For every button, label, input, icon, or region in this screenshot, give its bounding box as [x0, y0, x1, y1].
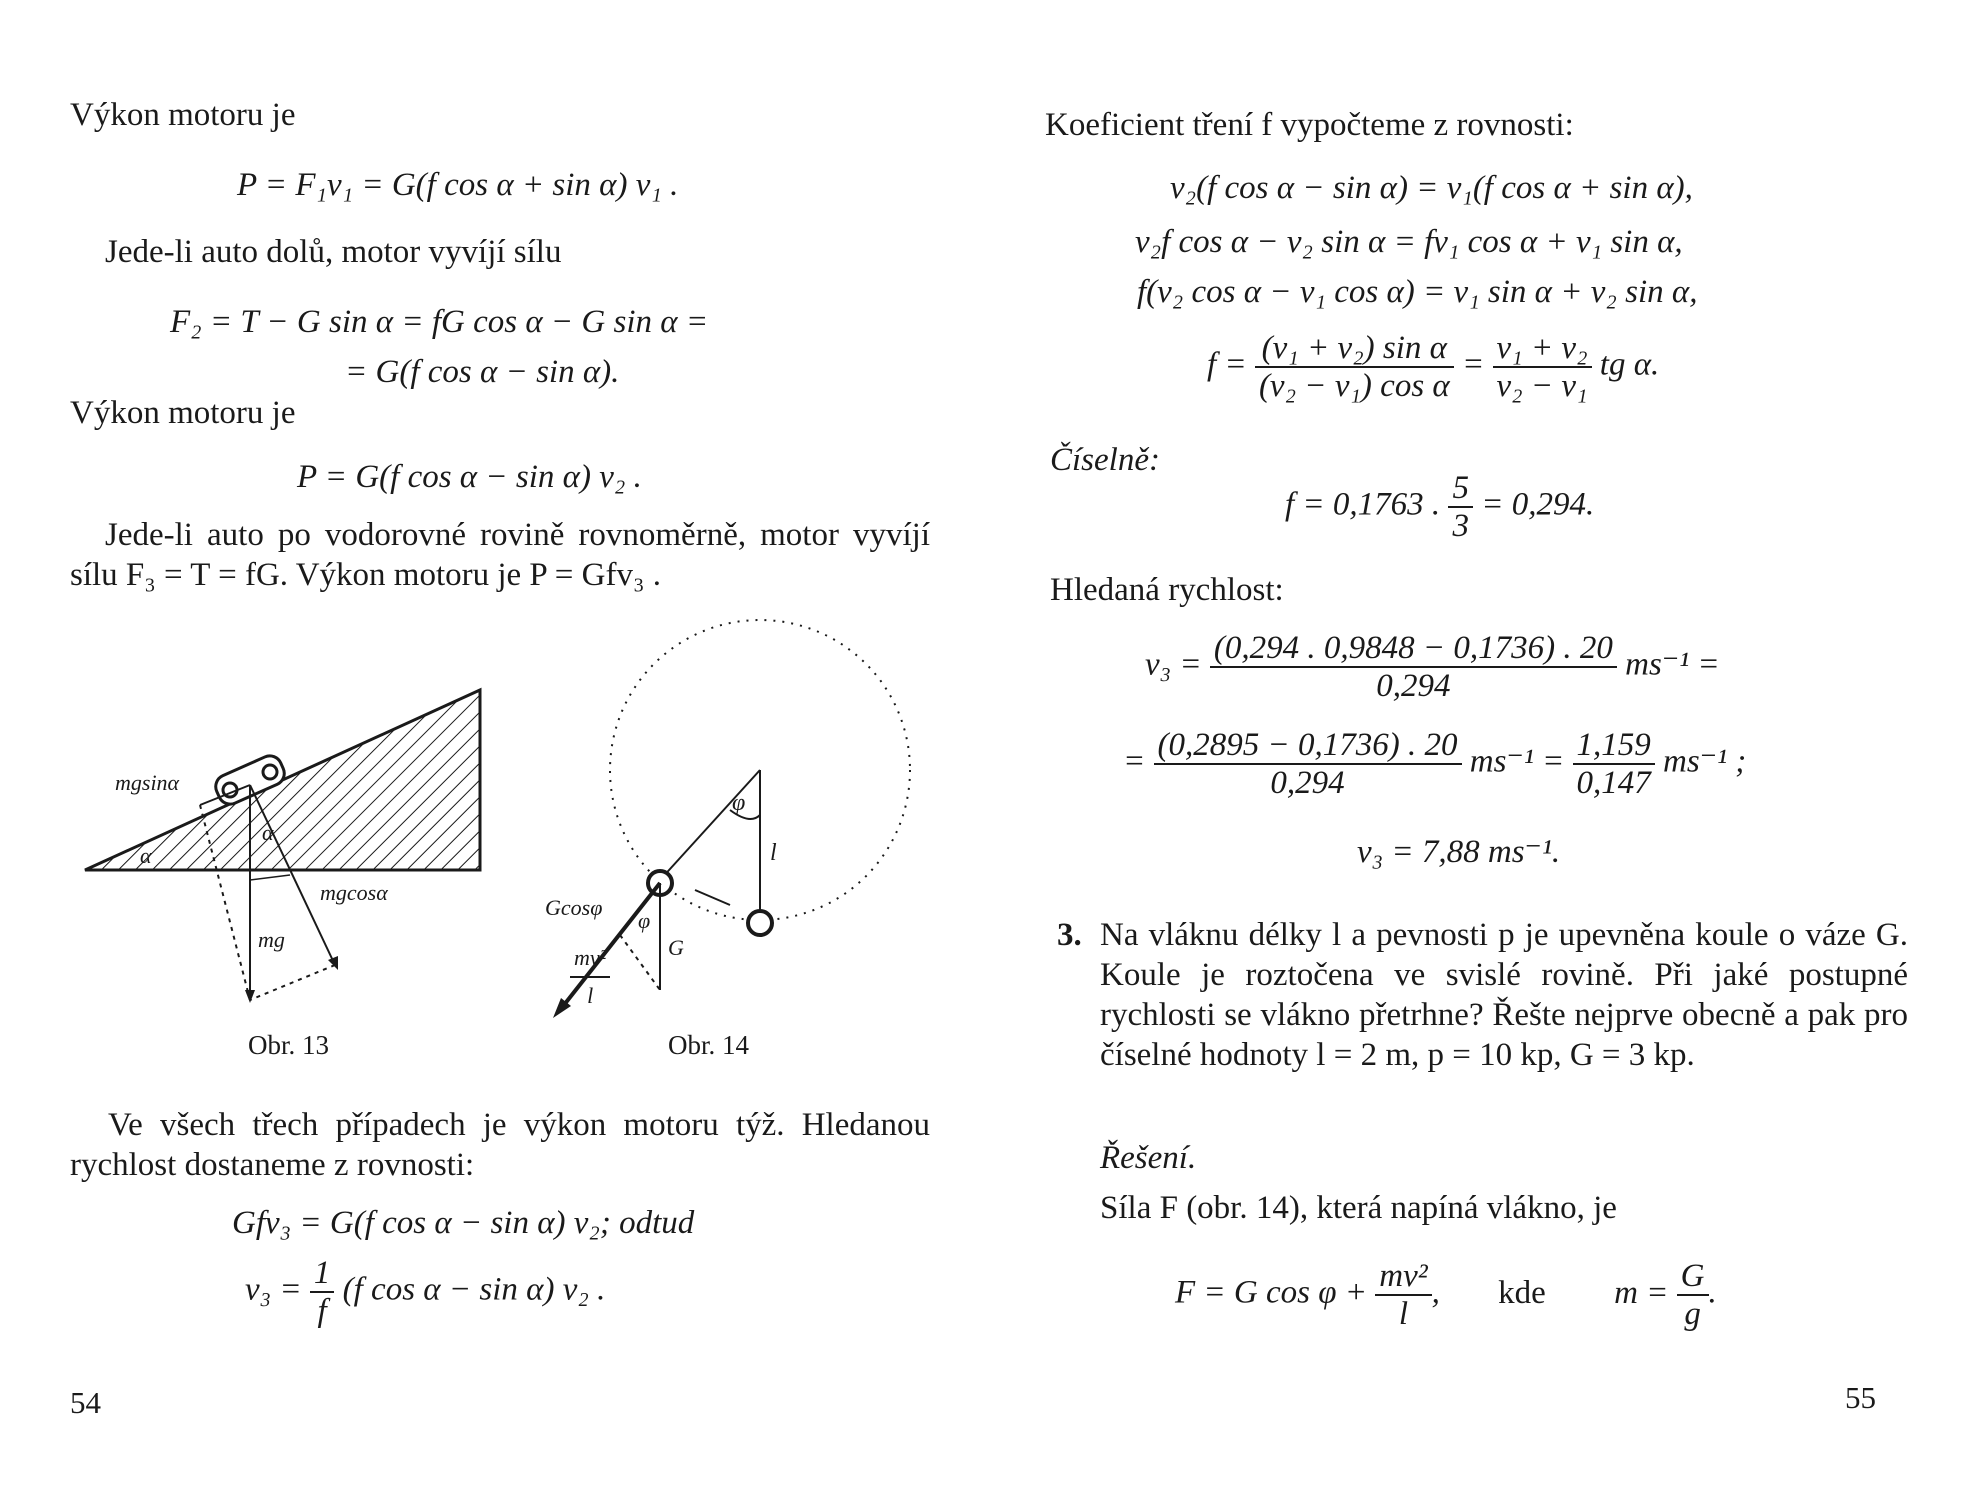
figure-label: mgsinα [115, 770, 180, 795]
equation: F = G cos φ + $\frac{\text{mv²}}{l}$ , kde m = $\frac{G}{g}$ . [1175, 1258, 1717, 1332]
paragraph: Síla F (obr. 14), která napíná vlákno, je [1100, 1190, 1617, 1226]
figure-label: G [668, 935, 684, 960]
paragraph: Výkon motoru je [70, 395, 296, 431]
paragraph: Ve všech třech případech je výkon motoru týž. Hledanou rychlost dostaneme z rovnosti: [70, 1107, 930, 1183]
paragraph: Jede-li auto dolů, motor vyvíjí sílu [105, 234, 562, 270]
equation: v₂f cos α − v₂ sin α = fv₁ cos α + v₁ sin α, [1135, 224, 1683, 260]
equation: v₃ = $\frac{(0,294 . 0,9848 - 0,1736) . 20}{0,294}$ ms⁻¹ = [1145, 630, 1720, 704]
figure-label: l [770, 840, 777, 866]
equation: f = 0,1763 . $\frac{5}{3}$ = 0,294. [1285, 470, 1595, 544]
problem-text: Na vláknu délky l a pevnosti p je upevněna koule o váze G. Koule je roztočena ve svislé rovině. Při jaké postupné rychlosti se vlákno přetrhne? Řešte nejprve obecně a pak pro číselné hodnoty l = 2 m, p = 10 kp, G = 3 kp. [1100, 917, 1908, 1073]
equation: Gfv₃ = G(f cos α − sin α) v₂; odtud [232, 1205, 695, 1241]
figure-13-caption: Obr. 13 [248, 1030, 329, 1060]
solution-label: Řešení. [1100, 1140, 1197, 1176]
right-page [985, 0, 1970, 1500]
equation: f(v₂ cos α − v₁ cos α) = v₁ sin α + v₂ sin α, [1137, 274, 1698, 310]
equation: v₃ = $\frac{1}{f}$ (f cos α − sin α) v₂ . [245, 1255, 606, 1329]
figure-label: $\frac{\text{mv²}}{l}$ [570, 940, 610, 1014]
figure-label: φ [638, 908, 651, 933]
figure-label: α [140, 843, 152, 868]
equation: F₂ = T − G sin α = fG cos α − G sin α = [170, 304, 709, 340]
equation: P = F₁v₁ = G(f cos α + sin α) v₁ . [237, 167, 679, 203]
figure-label: mgcosα [320, 880, 388, 905]
equation: = $\frac{(0,2895 - 0,1736) . 20}{0,294}$ ms⁻¹ = $\frac{1,159}{0,147}$ ms⁻¹ ; [1123, 727, 1747, 801]
equation: f = $\frac{\text{(v₁ + v₂) sin α}}{\text{(v₂ − v₁) cos α}}$ = $\frac{\text{v₁ + v₂}}{\text{v₂ − v₁}}$ tg α. [1207, 330, 1660, 404]
paragraph: Jede-li auto po vodorovné rovině rovnoměrně, motor vyvíjí sílu F₃ = T = fG. Výkon motoru je P = Gfv₃ . [70, 517, 930, 593]
equation: v₃ = 7,88 ms⁻¹. [1357, 834, 1561, 870]
paragraph: Hledaná rychlost: [1050, 572, 1284, 608]
figure-label: φ [732, 790, 746, 816]
page-number: 55 [1845, 1380, 1876, 1415]
figure-label: mg [258, 927, 285, 952]
equation: v₂(f cos α − sin α) = v₁(f cos α + sin α), [1170, 170, 1693, 206]
numeric-label: Číselně: [1050, 442, 1160, 478]
problem-number: 3. [1057, 917, 1082, 953]
figure-label: Gcosφ [545, 895, 603, 920]
paragraph: Koeficient tření f vypočteme z rovnosti: [1045, 107, 1574, 143]
paragraph: Výkon motoru je [70, 97, 296, 133]
figure-label: α [262, 820, 274, 845]
equation: = G(f cos α − sin α). [345, 354, 620, 390]
page-number: 54 [70, 1385, 101, 1420]
equation: P = G(f cos α − sin α) v₂ . [297, 459, 642, 495]
figure-14-caption: Obr. 14 [668, 1030, 749, 1060]
